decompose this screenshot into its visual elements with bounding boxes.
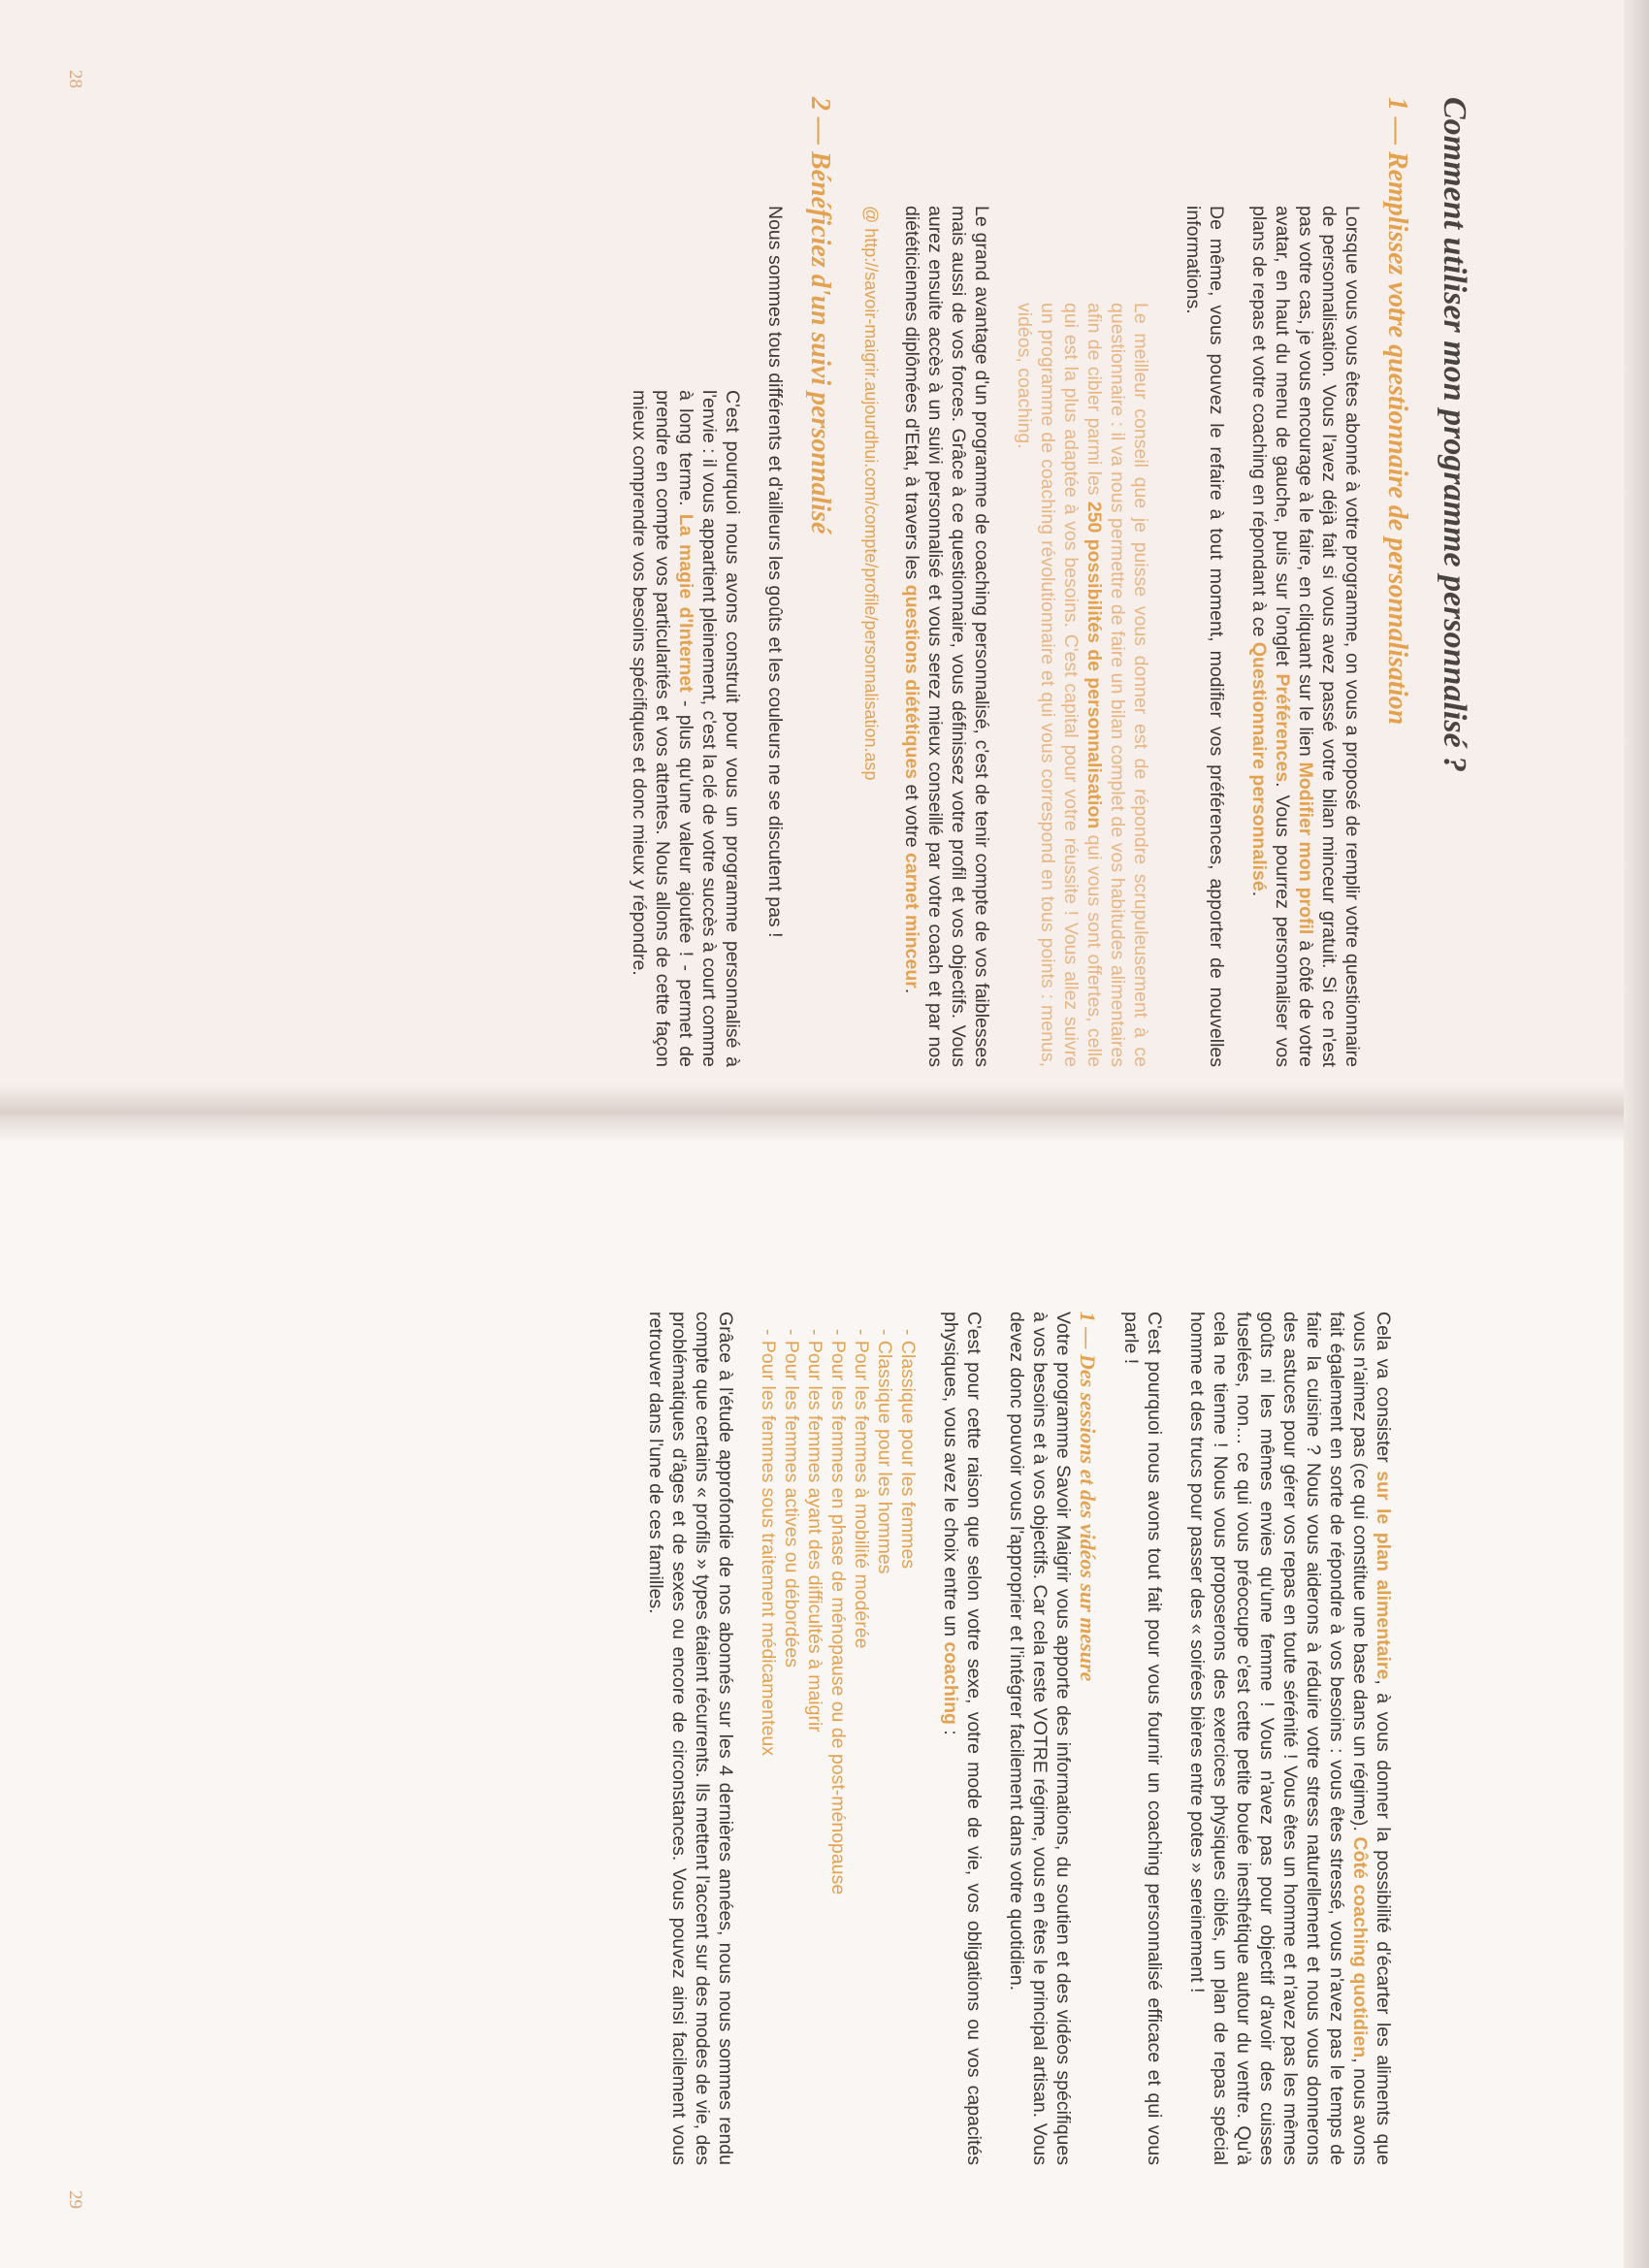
magie-internet-link[interactable]: La magie d'Internet [675,513,696,693]
coaching-quotidien-link[interactable]: Côté coaching quotidien [1349,1836,1371,2058]
book-fold [0,1085,1649,1143]
plan-paragraph: Cela va consister sur le plan alimentaire, à vous donner la possibilité d'écarter les aliments que vous n'aimez pas (ce qui constitue une base dans un régime). Côté coaching quotidien, nous avons fait également en sorte de répondre à vos besoins : vous êtes stressé, vous n'avez pas le temps de faire la cuisine ? Nous vous aiderons à réduire votre stress naturellement et nous vous donnerons des astuces pour gérer vos repas en toute sérénité ! Vous êtes un homme et n'avez pas les mêmes goûts ni les mêmes envies qu'une femme ! Vous n'avez pas pour objectif d'avoir des cuisses fuselées, non… ce qui vous préoccupe c'est cette petite bouée inesthétique autour du ventre. Qu'à cela ne tienne ! Nous vous proposerons des exercices physiques ciblés, un plan de repas spécial homme et des trucs pour passer des « soirées bières entre potes » sereinement ! [1186,1312,1394,2165]
page-number-left: 28 [65,70,85,88]
list-item[interactable]: - Pour les femmes sous traitement médicamenteux [758,1329,779,1757]
section-2-body [628,206,787,1067]
right-page-content [625,1312,1395,2165]
advantage-paragraph: Le grand avantage d'un programme de coaching personnalisé, c'est de tenir compte de vos faiblesses mais aussi de vos forces. Grâce à ce questionnaire, vous définissez votre profil et vos objectifs. Vous aurez ensuite accès à un suivi personnalisé et vous serez mieux conseillé par votre coach et par nos diététiciennes diplômées d'Etat, à travers les questions diététiques et votre carnet minceur. [901,206,992,1067]
advice-paragraph: Le meilleur conseil que je puisse vous donner est de répondre scrupuleusement à ce questionnaire : il va nous permettre de faire un bilan complet de vos habitudes alimentaires afin de cibler parmi les 250 possibilités de personnalisation qui vous sont offertes, celle qui est la plus adaptée à vos besoins. C'est capital pour votre réussite ! Vous allez suivre un programme de coaching révolutionnaire et qui vous correspond en tous points : menus, vidéos, coaching. [1014,303,1151,1067]
personnalisation-url-link[interactable]: @ http://savoir-maigrir.aujourdhui.com/compte/profile/personnalisation.asp [861,206,881,781]
carnet-minceur-link[interactable]: carnet minceur [901,853,922,988]
intro-paragraph: Lorsque vous vous êtes abonné à votre programme, on vous a proposé de remplir votre questionnaire de personnalisation. Vous l'avez déjà fait si vous avez passé votre bilan minceur gratuit. Si ce n'est pas votre cas, je vous encourage à le faire, en cliquant sur le lien Modifier mon profil à côté de votre avatar, en haut du menu de gauche, puis sur l'onglet Préférences. Vous pourrez personnaliser vos plans de repas et votre coaching en répondant à ce Questionnaire personnalisé. [1248,206,1363,1067]
list-item[interactable]: - Pour les femmes à mobilité modérée [851,1329,872,1649]
modifier-profil-link[interactable]: Modifier mon profil [1295,761,1316,935]
questions-dietetiques-link[interactable]: questions diététiques [901,584,922,780]
section-2-heading: 2 — Bénéficiez d'un suivi personnalisé [805,97,835,535]
list-item[interactable]: - Classique pour les femmes [897,1329,919,1570]
page-edge [1624,0,1649,2268]
section-1-heading: 1 — Remplissez votre questionnaire de personnalisation [1382,97,1412,726]
possibilities-highlight: 250 possibilités de personnalisation [1083,501,1105,829]
tastes-paragraph: Nous sommes tous différents et d'ailleurs les goûts et les couleurs ne se discutent pas ! [764,206,786,938]
page-number-right: 29 [65,2190,85,2209]
list-item[interactable]: - Pour les femmes ayant des difficultés à maigrir [804,1329,825,1733]
personalized-program-paragraph: C'est pourquoi nous avons construit pour vous un programme personnalisé à l'envie : il vous appartient pleinement, c'est la clé de votre succès à court comme à long terme. La magie d'Internet - plus qu'une valeur ajoutée ! - permet de prendre en compte vos particularités et vos attentes. Nous allons de cette façon mieux comprendre vos besoins spécifiques et donc mieux y répondre. [629,390,743,1067]
preferences-link[interactable]: Préférences [1272,673,1293,783]
left-page-content [608,97,1472,1067]
coaching-options-list [757,1312,920,2165]
questionnaire-link[interactable]: Questionnaire personnalisé [1248,641,1270,891]
page-title: Comment utiliser mon programme personnalisé ? [1437,97,1472,773]
study-paragraph: Grâce à l'étude approfondie de nos abonnés sur les 4 dernières années, nous nous sommes rendu compte que certains « profils » types étaient récurrents. Ils mettent l'accent sur des modes de vie, des problématiques d'âges et de sexes ou encore de circonstances. Vous pouvez ainsi facilement vous retrouver dans l'une de ces familles. [645,1312,736,2165]
list-item[interactable]: - Classique pour les hommes [874,1329,895,1574]
section-1-body [860,206,1364,1067]
sessions-paragraph: Votre programme Savoir Maigrir vous apporte des informations, du soutien et des vidéos spécifiques à vos besoins et à vos objectifs. Car cela reste VOTRE régime, vous en êtes le principal artisan. Vous devez donc pouvoir vous l'approprier et l'intégrer facilement dans votre quotidien. [1006,1312,1074,2165]
plan-alimentaire-link[interactable]: sur le plan alimentaire [1373,1471,1394,1680]
choice-paragraph: C'est pour cette raison que selon votre sexe, votre mode de vie, vos obligations ou vos capacités physiques, vous avez le choix entre un coaching : [940,1312,985,2165]
sessions-heading: 1 — Des sessions et des vidéos sur mesure [1076,1312,1100,1682]
modify-paragraph: De même, vous pouvez le refaire à tout moment, modifier vos préférences, apporter de nouvelles informations. [1182,206,1227,1067]
coaching-link[interactable]: coaching [940,1641,961,1725]
coaching-paragraph: C'est pourquoi nous avons tout fait pour vous fournir un coaching personnalisé efficace et qui vous parle ! [1120,1312,1165,2165]
list-item[interactable]: - Pour les femmes en phase de ménopause ou de post-ménopause [827,1329,849,1895]
list-item[interactable]: - Pour les femmes actives ou débordées [781,1329,802,1669]
